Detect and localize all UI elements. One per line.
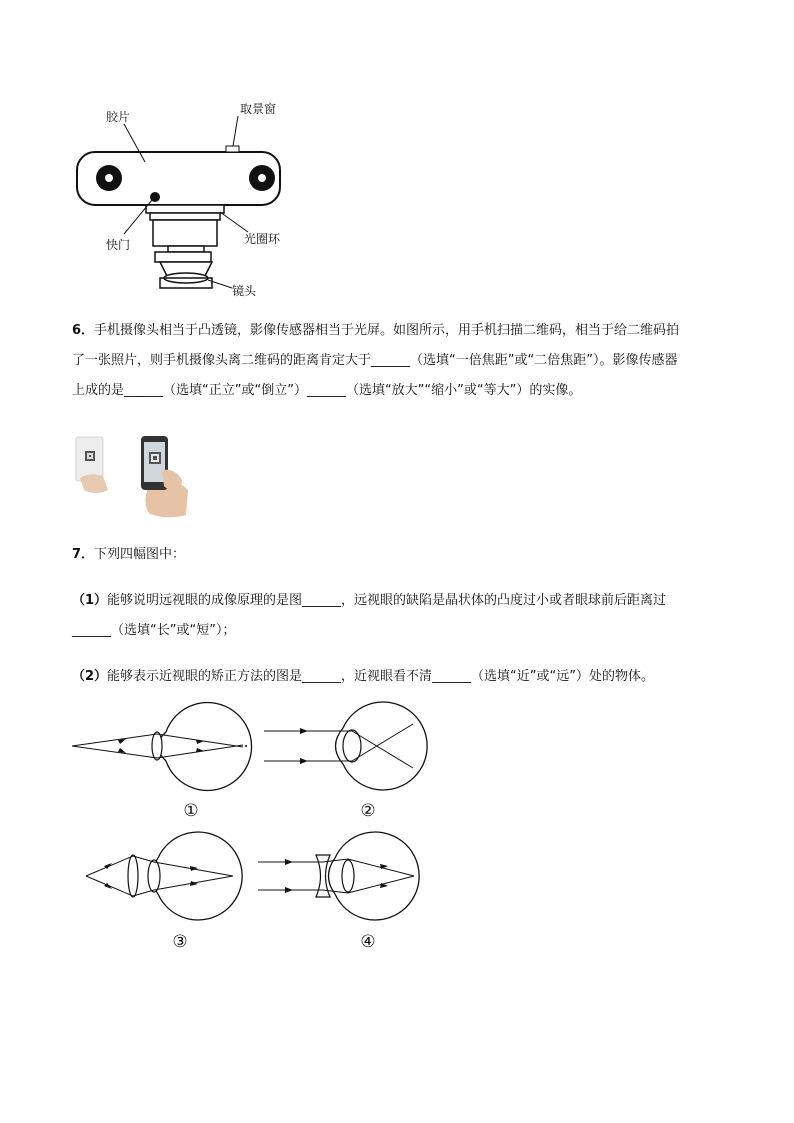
viewfinder-label: 取景窗 [240, 102, 277, 116]
eye-figure-3 [86, 832, 242, 920]
eye-figure-1 [72, 703, 252, 791]
eye-figure-4 [258, 832, 419, 920]
question-7-part2-number: （2） [72, 669, 108, 684]
eye-figure-2 [264, 702, 427, 790]
eye-figure-2-caption: ② [360, 801, 376, 821]
question-6-number: 6． [72, 323, 95, 338]
question-7-part1-line1: 能够说明远视眼的成像原理的是图______，远视眼的缺陷是晶状体的凸度过小或者眼球前后距离过 [107, 593, 667, 608]
question-6-line3: 上成的是______（选填“正立”或“倒立”）______（选填“放大”“缩小”或“等大”）的实像。 [72, 383, 582, 398]
eye-figure-4-caption: ④ [360, 932, 376, 952]
aperture-label: 光圈环 [244, 232, 281, 246]
question-7-part1-line2: ______（选填“长”或“短”）； [72, 623, 236, 638]
question-6-line2: 了一张照片，则手机摄像头离二维码的距离肯定大于______（选填“一倍焦距”或“二倍焦距”）。影像传感器 [72, 353, 678, 368]
eye-figure-1-caption: ① [183, 801, 199, 821]
eye-figure-3-caption: ③ [172, 932, 188, 952]
question-7-number: 7． [72, 547, 95, 562]
question-7-title-text: 下列四幅图中： [94, 547, 186, 562]
question-7-part1-number: （1） [72, 593, 108, 608]
question-7-part2-line1: 能够表示近视眼的矫正方法的图是______，近视眼看不清______（选填“近”或“远”）处的物体。 [107, 669, 654, 684]
lens-label: 镜头 [232, 284, 257, 298]
shutter-label: 快门 [106, 238, 131, 252]
question-6-line1: 手机摄像头相当于凸透镜，影像传感器相当于光屏。如图所示，用手机扫描二维码，相当于给二维码拍 [94, 323, 680, 338]
film-label: 胶片 [106, 110, 131, 124]
